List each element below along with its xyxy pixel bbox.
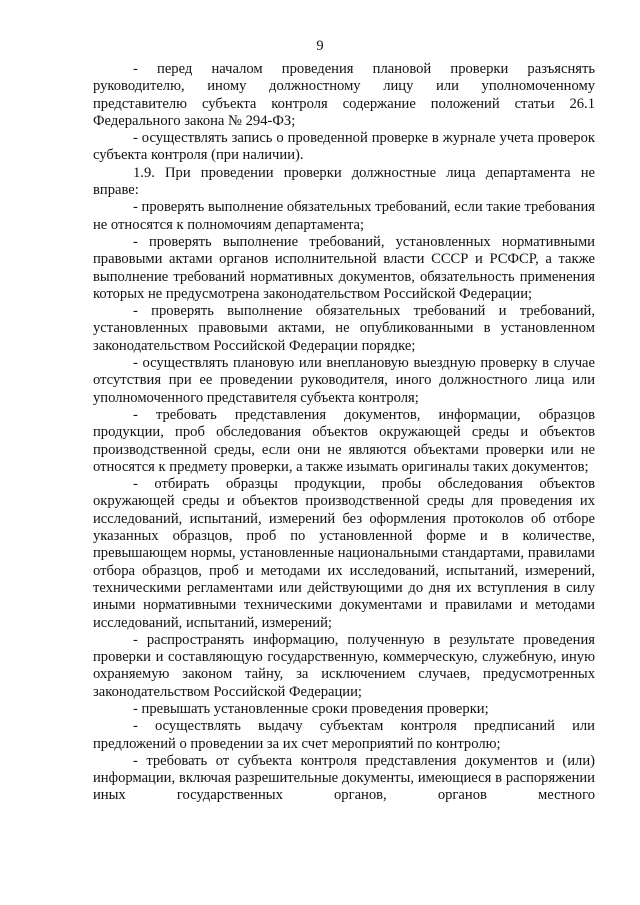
document-body [93, 61, 595, 805]
paragraph-unpublished-acts: - проверять выполнение обязательных требований и требований, установленных правовыми актами, не опубликованными в установленном законодательством Российской Федерации порядке; [93, 303, 595, 354]
paragraph-secret-information: - распространять информацию, полученную в результате проведения проверки и составляющую государственную, коммерческую, служебную, иную охраняемую законом тайну, за исключением случаев, предусмотренных законодательством Российской Федерации; [93, 631, 595, 700]
paragraph-request-permits: - требовать от субъекта контроля представления документов и (или) информации, включая разрешительные документы, имеющиеся в распоряжении иных государственных органов, органов местного [93, 752, 595, 804]
paragraph-exceed-terms: - превышать установленные сроки проведения проверки; [133, 700, 489, 717]
paragraph-explain-provisions: - перед началом проведения плановой проверки разъяснять руководителю, иному должностному лицу или уполномоченному представителю субъекта контроля содержание положений статьи 26.1 Федерального закона № 294-ФЗ; [93, 61, 595, 129]
page-number: 9 [316, 38, 324, 54]
paragraph-journal-record: - осуществлять запись о проведенной проверке в журнале учета проверок субъекта контроля (при наличии). [93, 130, 595, 164]
paragraph-ussr-rsfsr-acts: - проверять выполнение требований, установленных нормативными правовыми актами органов исполнительной власти СССР и РСФСР, а также выполнение требований нормативных документов, обязательность применения которых не предусмотрена законодательством Российской Федерации; [93, 233, 595, 302]
paragraph-issue-orders: - осуществлять выдачу субъектам контроля предписаний или предложений о проведении за их счет мероприятий по контролю; [93, 718, 595, 752]
paragraph-request-documents: - требовать представления документов, информации, образцов продукции, проб обследования объектов окружающей среды и объектов производственной среды, если они не являются объектами проверки или не относятся к предмету проверки, а также изымать оригиналы таких документов; [93, 406, 595, 475]
paragraph-sampling: - отбирать образцы продукции, пробы обследования объектов окружающей среды и объектов производственной среды для проведения их исследований, испытаний, измерений без оформления протоколов об отборе указанных образцов, проб по установленной форме и в количестве, превышающем нормы, установленные национальными стандартами, правилами отбора образцов, проб и методами их исследований, испытаний, измерений, техническими регламентами или действующими до дня их вступления в силу иными нормативными техническими документами и правилами и методами исследований, испытаний, измерений; [93, 476, 595, 631]
paragraph-section-1-9: 1.9. При проведении проверки должностные лица департамента не вправе: [93, 164, 595, 199]
paragraph-check-requirements: - проверять выполнение обязательных требований, если такие требования не относятся к полномочиям департамента; [93, 199, 595, 233]
paragraph-absence-of-head: - осуществлять плановую или внеплановую выездную проверку в случае отсутствия при ее проведении руководителя, иного должностного лица или уполномоченного представителя субъекта контроля; [93, 355, 595, 406]
